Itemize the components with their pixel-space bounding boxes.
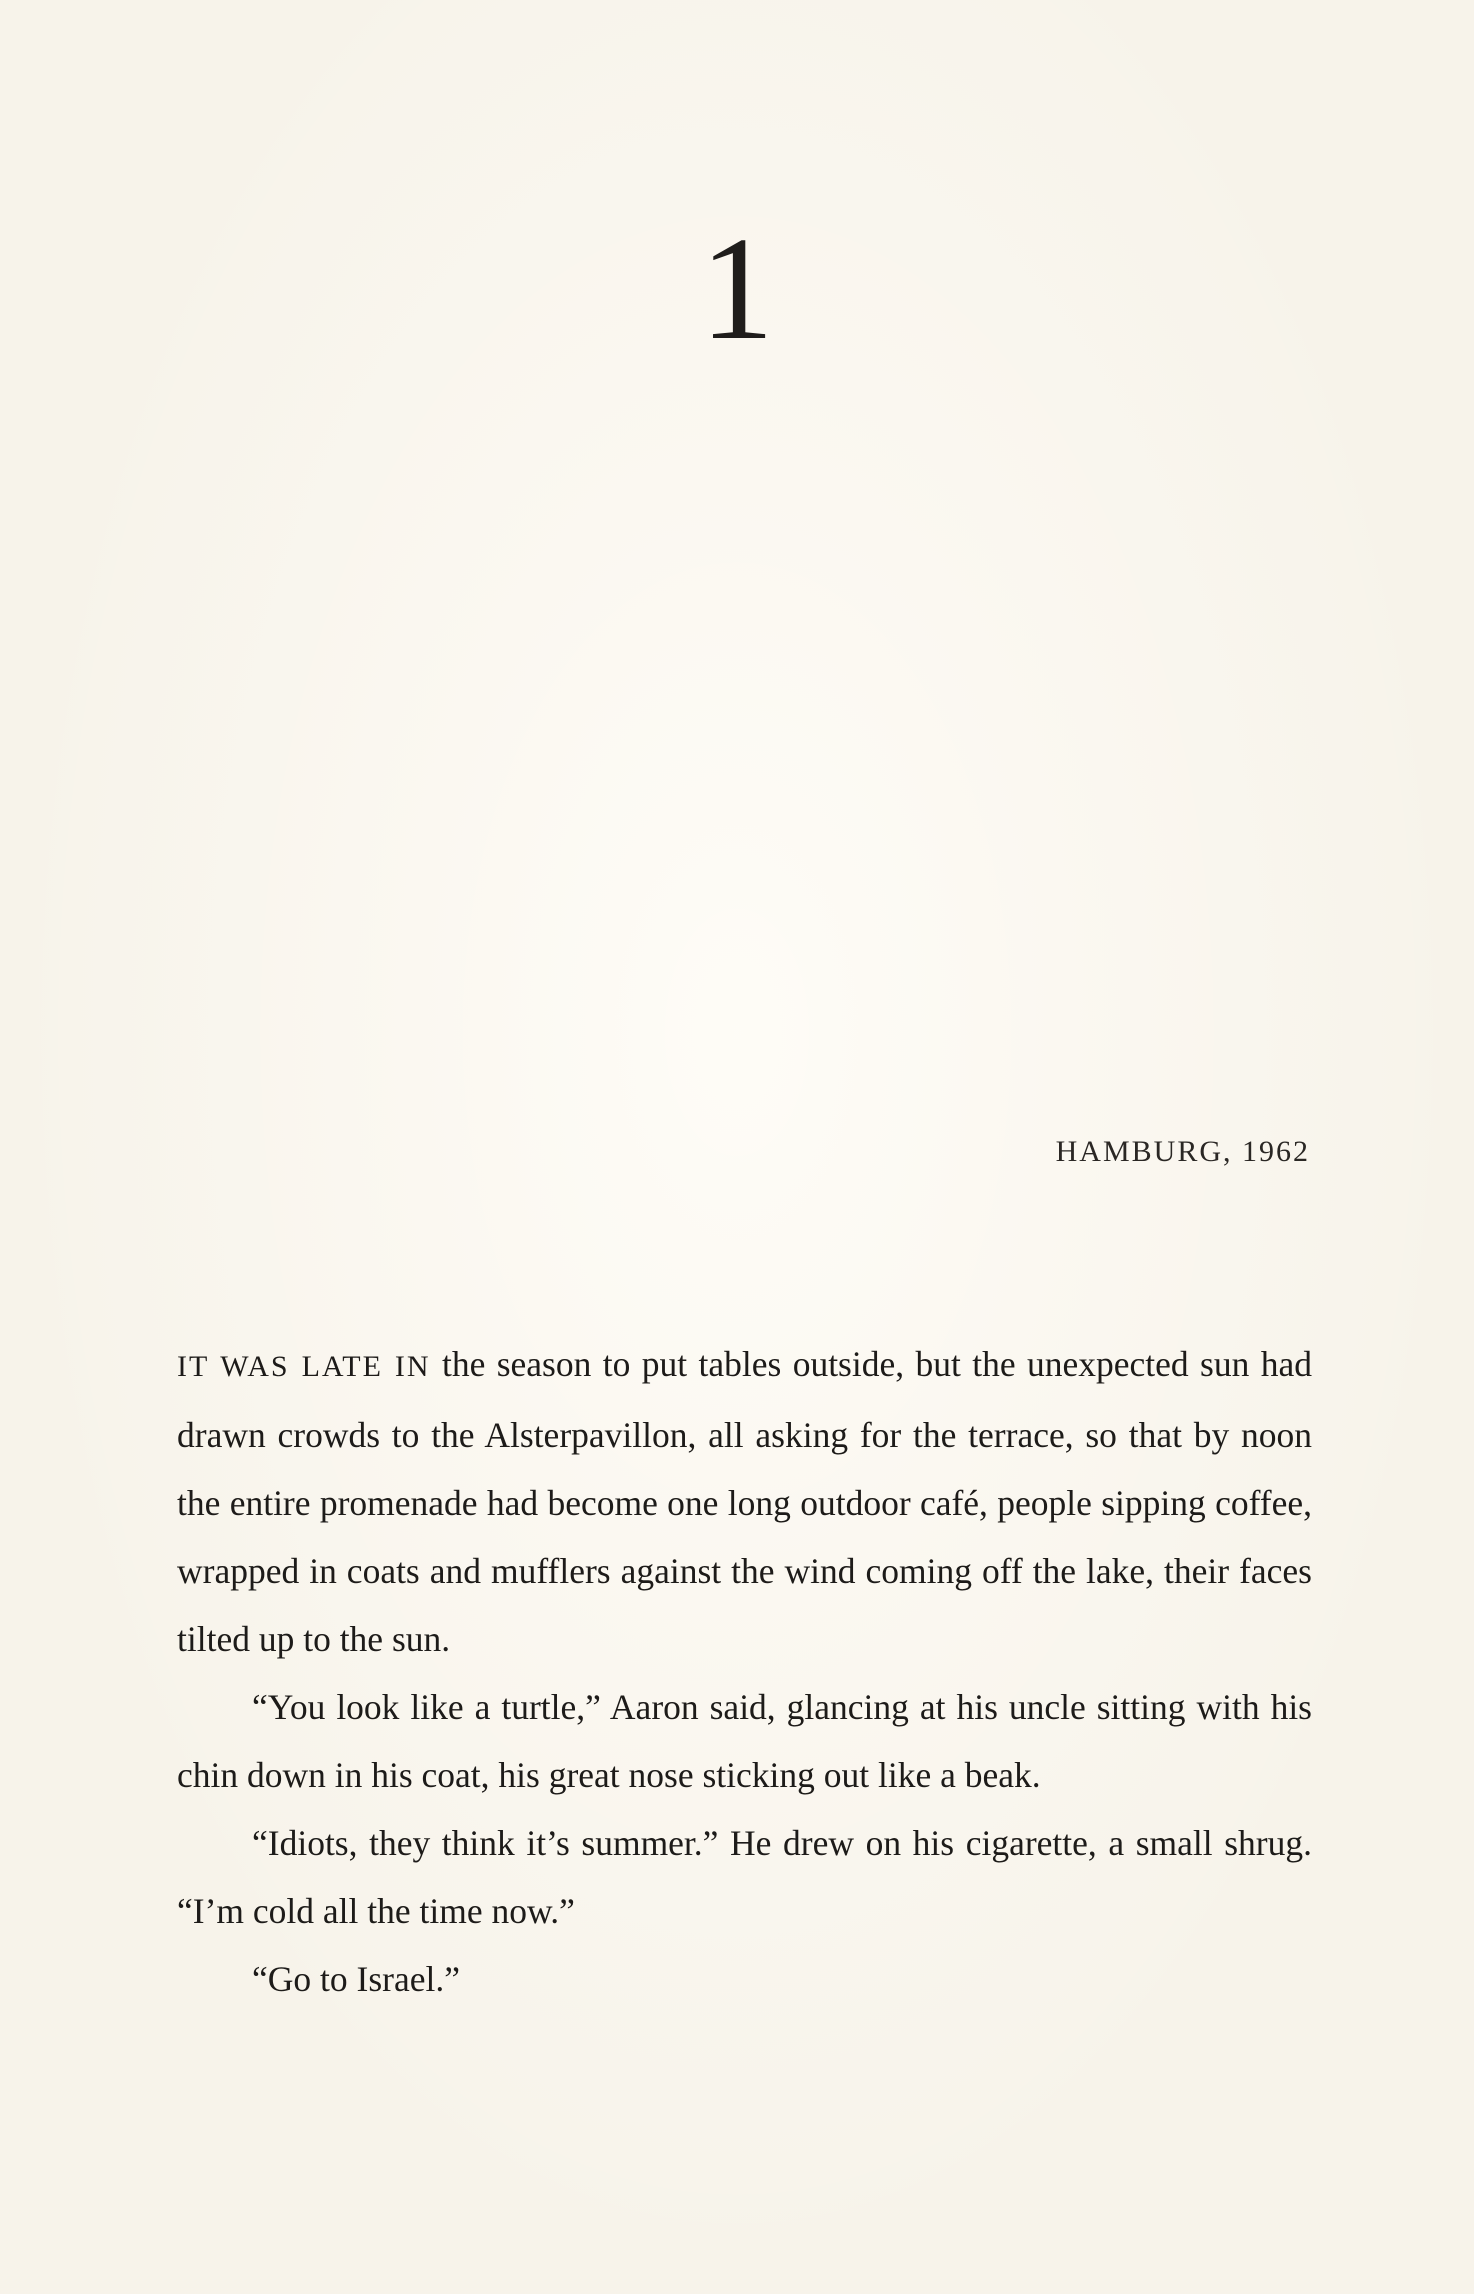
chapter-dateline: HAMBURG, 1962 [1055, 1135, 1310, 1168]
small-caps-lead-in: IT WAS LATE IN [177, 1350, 431, 1383]
paragraph: “Idiots, they think it’s summer.” He drew on his cigarette, a small shrug. “I’m cold all the time now.” [177, 1823, 1312, 1931]
chapter-number: 1 [700, 207, 774, 371]
paragraph [177, 1330, 1312, 1673]
chapter-body [177, 1330, 1312, 2013]
paragraph-text: the season to put tables outside, but the unexpected sun had drawn crowds to the Alsterpavillon, all asking for the terrace, so that by noon the entire promenade had become one long outdoor café, people sipping coffee, wrapped in coats and mufflers against the wind coming off the lake, their faces tilted up to the sun. [177, 1344, 1312, 1659]
paragraph: “You look like a turtle,” Aaron said, glancing at his uncle sitting with his chin down in his coat, his great nose sticking out like a beak. [177, 1687, 1312, 1795]
paragraph: “Go to Israel.” [252, 1959, 460, 1999]
